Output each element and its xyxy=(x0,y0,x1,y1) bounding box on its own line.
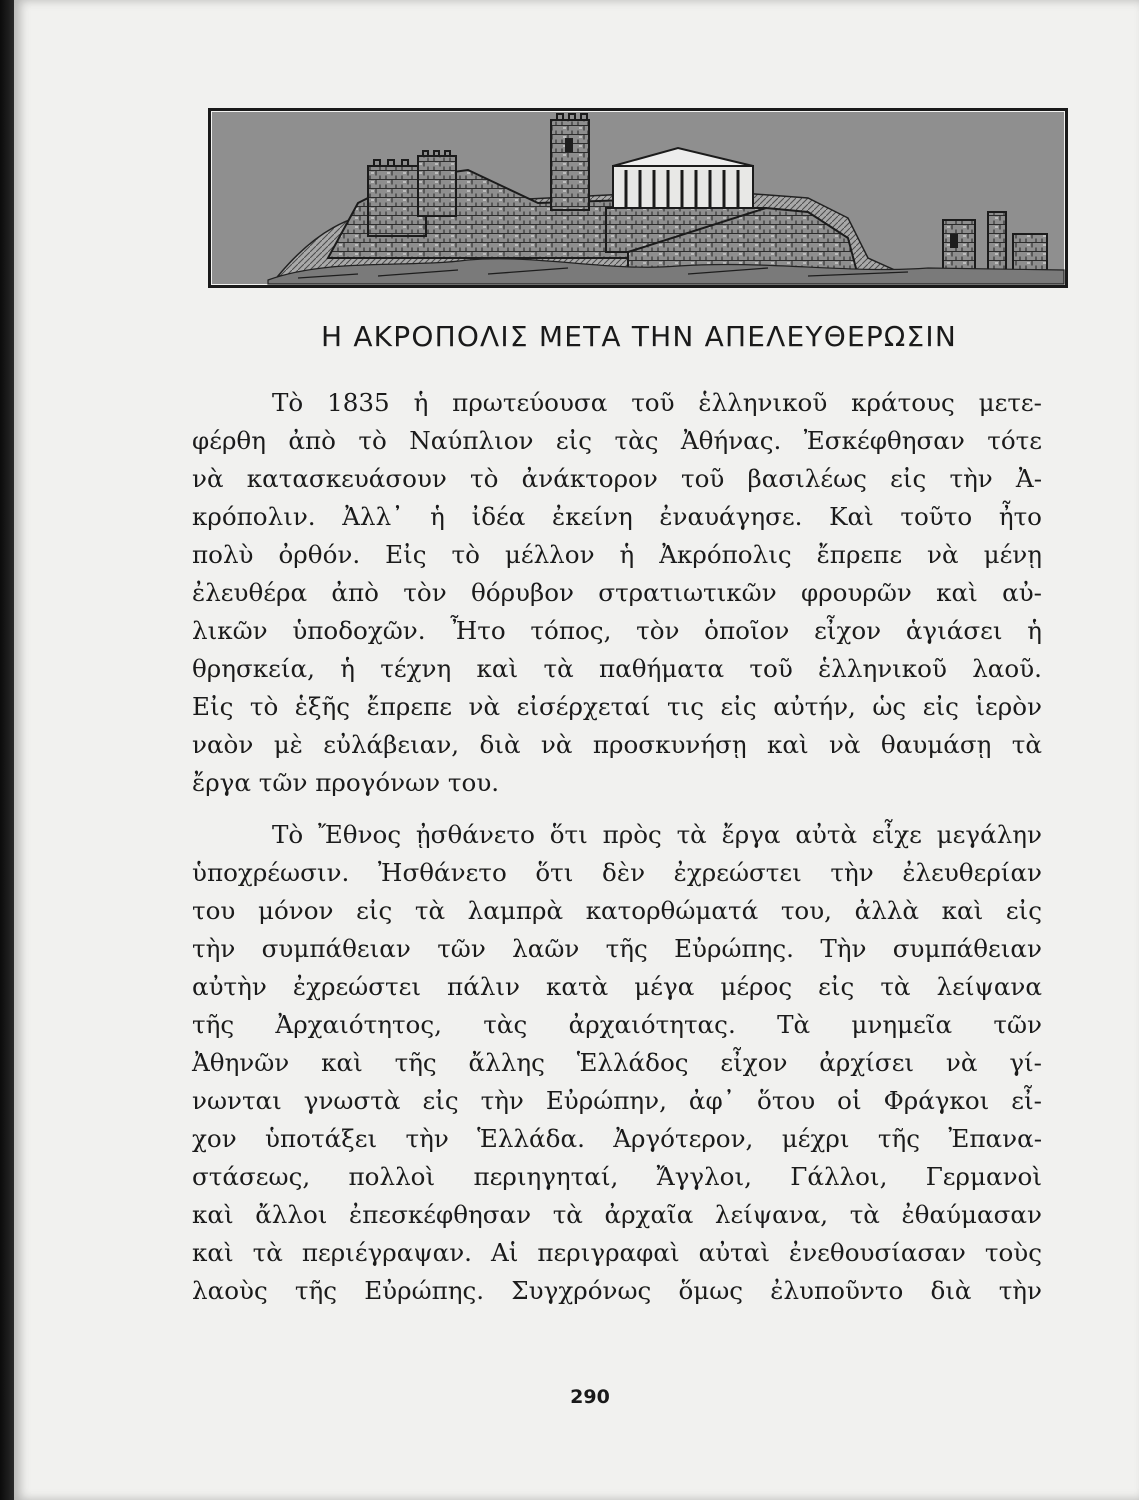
page-number: 290 xyxy=(570,1386,610,1408)
text-line: Τὸ Ἔθνος ᾐσθάνετο ὅτι πρὸς τὰ ἔργα αὐτὰ εἶχε μεγάλην xyxy=(272,820,1042,849)
paragraph-1 xyxy=(192,384,1042,802)
text-line: ἔργα τῶν προγόνων του. xyxy=(192,768,500,797)
acropolis-illustration xyxy=(208,108,1068,288)
text-line: τῆς Ἀρχαιότητος, τὰς ἀρχαιότητας. Τὰ μνημεῖα τῶν xyxy=(192,1010,1042,1039)
text-line: φέρθη ἀπὸ τὸ Ναύπλιον εἰς τὰς Ἀθήνας. Ἐσκέφθησαν τότε xyxy=(192,426,1042,455)
text-line: τὴν συμπάθειαν τῶν λαῶν τῆς Εὐρώπης. Τὴν συμπάθειαν xyxy=(192,934,1042,963)
text-line: κρόπολιν. Ἀλλ᾽ ἡ ἰδέα ἐκείνη ἐναυάγησε. Καὶ τοῦτο ἦτο xyxy=(192,502,1042,531)
text-line: στάσεως, πολλοὶ περιηγηταί, Ἄγγλοι, Γάλλοι, Γερμανοὶ xyxy=(192,1162,1042,1191)
text-line: καὶ ἄλλοι ἐπεσκέφθησαν τὰ ἀρχαῖα λείψανα, τὰ ἐθαύμασαν xyxy=(192,1200,1042,1229)
text-line: λικῶν ὑποδοχῶν. Ἦτο τόπος, τὸν ὁποῖον εἶχον ἁγιάσει ἡ xyxy=(192,616,1042,645)
text-line: Τὸ 1835 ἡ πρωτεύουσα τοῦ ἑλληνικοῦ κράτους μετε- xyxy=(272,388,1042,417)
text-line: νωνται γνωστὰ εἰς τὴν Εὐρώπην, ἀφ᾽ ὅτου οἱ Φράγκοι εἶ- xyxy=(192,1086,1042,1115)
text-line: θρησκεία, ἡ τέχνη καὶ τὰ παθήματα τοῦ ἑλληνικοῦ λαοῦ. xyxy=(192,654,1042,683)
paragraph-2 xyxy=(192,816,1042,1310)
text-line: Ἀθηνῶν καὶ τῆς ἄλλης Ἑλλάδος εἶχον ἀρχίσει νὰ γί- xyxy=(192,1048,1042,1077)
text-line: ναὸν μὲ εὐλάβειαν, διὰ νὰ προσκυνήσῃ καὶ νὰ θαυμάσῃ τὰ xyxy=(192,730,1042,759)
text-line: του μόνον εἰς τὰ λαμπρὰ κατορθώματά του, ἀλλὰ καὶ εἰς xyxy=(192,896,1042,925)
text-line: λαοὺς τῆς Εὐρώπης. Συγχρόνως ὅμως ἐλυποῦντο διὰ τὴν xyxy=(192,1276,1042,1305)
page-gutter xyxy=(0,0,14,1500)
text-line: νὰ κατασκευάσουν τὸ ἀνάκτορον τοῦ βασιλέως εἰς τὴν Ἀ- xyxy=(192,464,1042,493)
text-line: αὐτὴν ἐχρεώστει πάλιν κατὰ μέγα μέρος εἰς τὰ λείψανα xyxy=(192,972,1042,1001)
text-line: Εἰς τὸ ἑξῆς ἔπρεπε νὰ εἰσέρχεταί τις εἰς αὐτήν, ὡς εἰς ἱερὸν xyxy=(192,692,1042,721)
text-line: ἐλευθέρα ἀπὸ τὸν θόρυβον στρατιωτικῶν φρουρῶν καὶ αὐ- xyxy=(192,578,1042,607)
chapter-heading: Η ΑΚΡΟΠΟΛΙΣ ΜΕΤΑ ΤΗΝ ΑΠΕΛΕΥΘΕΡΩΣΙΝ xyxy=(320,320,958,353)
text-line: χον ὑποτάξει τὴν Ἑλλάδα. Ἀργότερον, μέχρι τῆς Ἐπανα- xyxy=(192,1124,1042,1153)
text-line: ὑποχρέωσιν. Ἠσθάνετο ὅτι δὲν ἐχρεώστει τὴν ἐλευθερίαν xyxy=(192,858,1042,887)
text-line: καὶ τὰ περιέγραψαν. Αἱ περιγραφαὶ αὐταὶ ἐνεθουσίασαν τοὺς xyxy=(192,1238,1042,1267)
text-line: πολὺ ὀρθόν. Εἰς τὸ μέλλον ἡ Ἀκρόπολις ἔπρεπε νὰ μένῃ xyxy=(192,540,1042,569)
